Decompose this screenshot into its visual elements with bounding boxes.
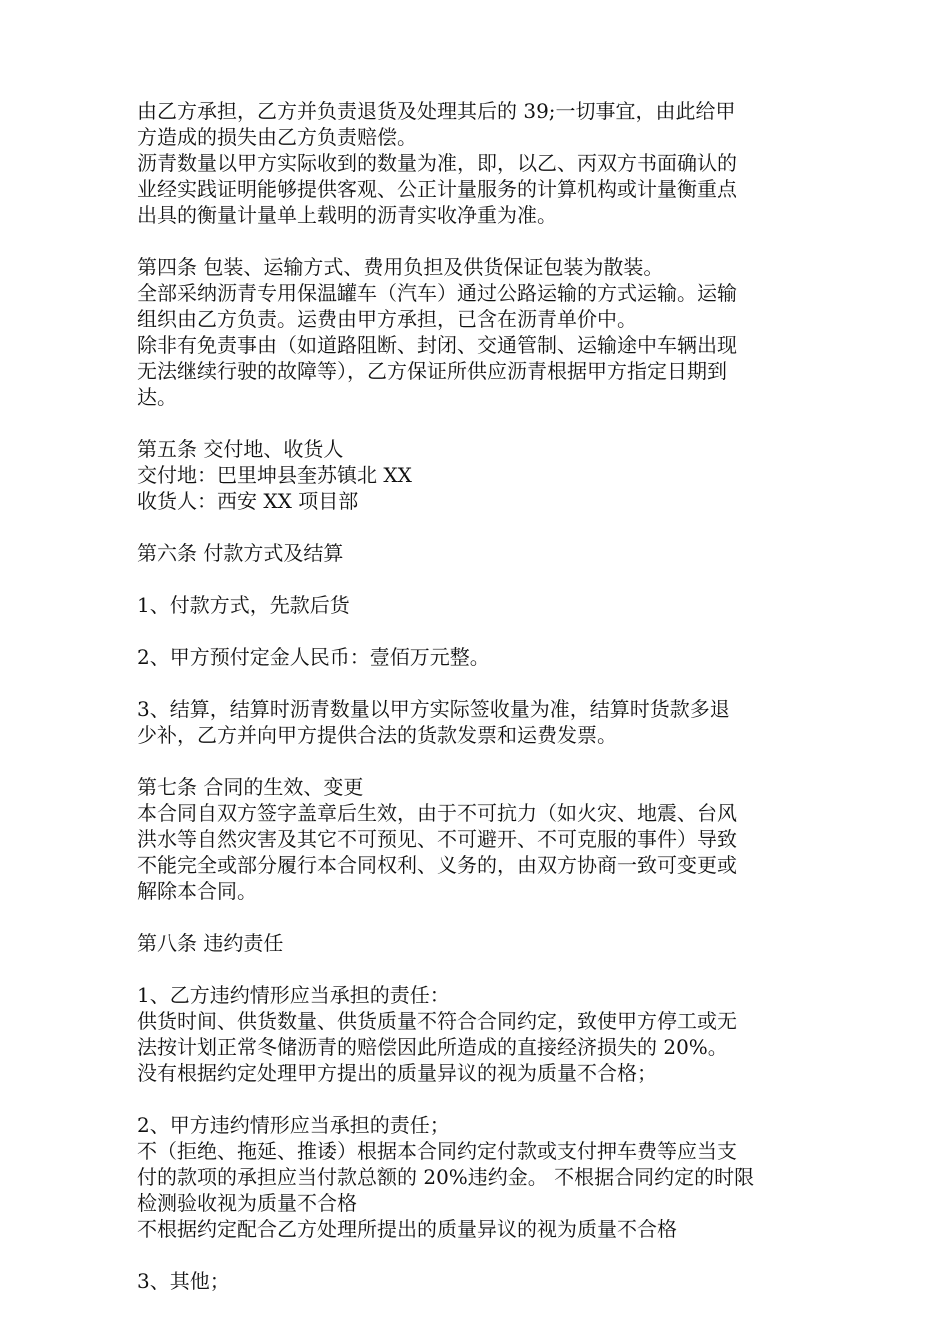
text-line: 全部采纳沥青专用保温罐车（汽车）通过公路运输的方式运输。运输 <box>137 281 737 305</box>
text-line: 第八条 违约责任 <box>137 931 284 955</box>
text-line: 3、结算，结算时沥青数量以甲方实际签收量为准，结算时货款多退 <box>137 697 730 721</box>
paragraph <box>137 98 817 228</box>
paragraph-gap <box>137 748 817 774</box>
text-line: 交付地：巴里坤县奎苏镇北 XX <box>137 463 412 487</box>
text-line: 少补，乙方并向甲方提供合法的货款发票和运费发票。 <box>137 723 617 747</box>
paragraph-gap <box>137 618 817 644</box>
paragraph <box>137 1268 817 1294</box>
text-line: 除非有免责事由（如道路阻断、封闭、交通管制、运输途中车辆出现 <box>137 333 737 357</box>
text-line: 出具的衡量计量单上载明的沥青实收净重为准。 <box>137 203 557 227</box>
text-line: 不能完全或部分履行本合同权利、义务的，由双方协商一致可变更或 <box>137 853 737 877</box>
text-line: 洪水等自然灾害及其它不可预见、不可避开、不可克服的事件）导致 <box>137 827 737 851</box>
paragraph-gap <box>137 670 817 696</box>
paragraph <box>137 436 817 514</box>
paragraph <box>137 1112 817 1242</box>
paragraph <box>137 696 817 748</box>
text-line: 解除本合同。 <box>137 879 257 903</box>
text-line: 组织由乙方负责。运费由甲方承担，已含在沥青单价中。 <box>137 307 637 331</box>
paragraph-gap <box>137 904 817 930</box>
paragraph-gap <box>137 1242 817 1268</box>
text-line: 1、付款方式，先款后货 <box>137 593 350 617</box>
paragraph <box>137 540 817 566</box>
text-line: 第四条 包装、运输方式、费用负担及供货保证包装为散装。 <box>137 255 664 279</box>
text-line: 第七条 合同的生效、变更 <box>137 775 364 799</box>
text-line: 收货人：西安 XX 项目部 <box>137 489 359 513</box>
paragraph-gap <box>137 514 817 540</box>
paragraph <box>137 930 817 956</box>
text-line: 本合同自双方签字盖章后生效，由于不可抗力（如火灾、地震、台风 <box>137 801 737 825</box>
text-line: 业经实践证明能够提供客观、公正计量服务的计算机构或计量衡重点 <box>137 177 737 201</box>
text-line: 没有根据约定处理甲方提出的质量异议的视为质量不合格； <box>137 1061 657 1085</box>
text-line: 无法继续行驶的故障等），乙方保证所供应沥青根据甲方指定日期到 <box>137 359 727 383</box>
paragraph-gap <box>137 228 817 254</box>
text-line: 不根据约定配合乙方处理所提出的质量异议的视为质量不合格 <box>137 1217 677 1241</box>
text-line: 1、乙方违约情形应当承担的责任： <box>137 983 450 1007</box>
text-line: 供货时间、供货数量、供货质量不符合合同约定，致使甲方停工或无 <box>137 1009 737 1033</box>
text-line: 不（拒绝、拖延、推诿）根据本合同约定付款或支付押车费等应当支 <box>137 1139 737 1163</box>
paragraph <box>137 774 817 904</box>
paragraph <box>137 254 817 410</box>
paragraph-gap <box>137 1086 817 1112</box>
text-line: 沥青数量以甲方实际收到的数量为准，即，以乙、丙双方书面确认的 <box>137 151 737 175</box>
text-line: 检测验收视为质量不合格 <box>137 1191 357 1215</box>
text-line: 付的款项的承担应当付款总额的 20%违约金。 不根据合同约定的时限 <box>137 1165 755 1189</box>
paragraph <box>137 592 817 618</box>
paragraph-gap <box>137 956 817 982</box>
text-line: 3、其他； <box>137 1269 230 1293</box>
text-line: 第六条 付款方式及结算 <box>137 541 344 565</box>
text-line: 2、甲方违约情形应当承担的责任； <box>137 1113 450 1137</box>
paragraph <box>137 982 817 1086</box>
paragraph <box>137 644 817 670</box>
text-line: 第五条 交付地、收货人 <box>137 437 344 461</box>
paragraph-gap <box>137 410 817 436</box>
text-line: 2、甲方预付定金人民币：壹佰万元整。 <box>137 645 490 669</box>
text-line: 法按计划正常冬储沥青的赔偿因此所造成的直接经济损失的 20%。 <box>137 1035 728 1059</box>
document-body <box>137 98 817 1294</box>
paragraph-gap <box>137 566 817 592</box>
text-line: 达。 <box>137 385 177 409</box>
text-line: 方造成的损失由乙方负责赔偿。 <box>137 125 417 149</box>
text-line: 由乙方承担，乙方并负责退货及处理其后的 39;一切事宜，由此给甲 <box>137 99 736 123</box>
